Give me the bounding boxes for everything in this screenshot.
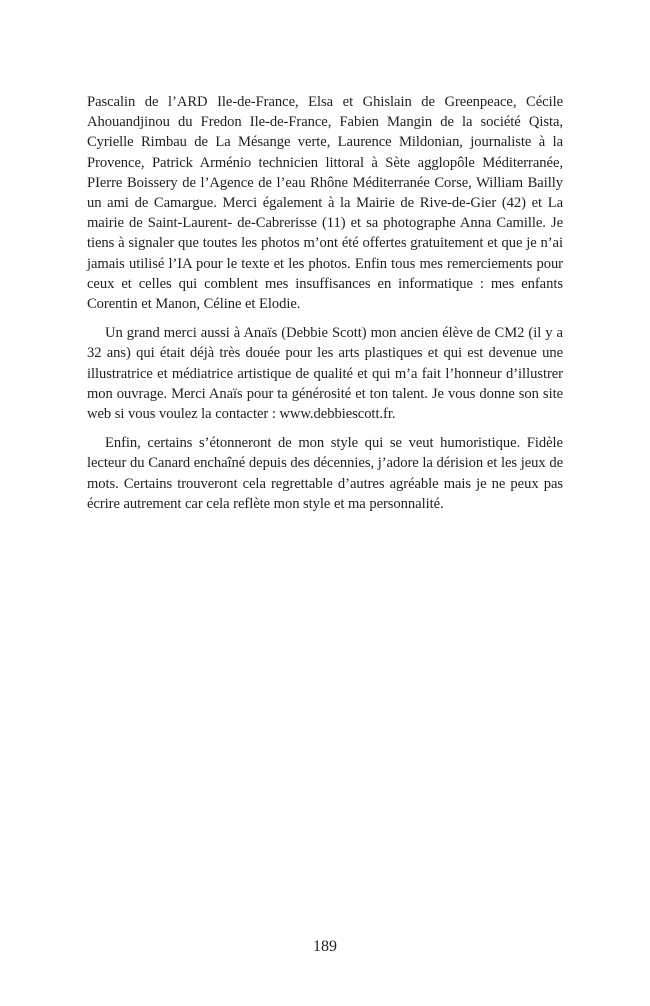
paragraph-acknowledgements: Pascalin de l’ARD Ile-de-France, Elsa et Ghislain de Greenpeace, Cécile Ahouandjinou du Fredon Ile-de-France, Fabien Mangin de la société Qista, Cyrielle Rimbau de La Mésange verte, Laurence Mildonian, journaliste à la Provence, Patrick Arménio technicien littoral à Sète agglopôle Méditerranée, PIerre Boissery de l’Agence de l’eau Rhône Méditerranée Corse, William Bailly un ami de Camargue. Merci également à la Mairie de Rive-de-Gier (42) et La mairie de Saint-Laurent- de-Cabrerisse (11) et sa photographe Anna Camille. Je tiens à signaler que toutes les photos m’ont été offertes gratuitement et que je n’ai jamais utilisé l’IA pour le texte et les photos. Enfin tous mes remerciements pour ceux et celles qui comblent mes insuffisances en informatique : mes enfants Corentin et Manon, Céline et Elodie. (87, 94, 563, 313)
page-number: 189 (313, 938, 337, 955)
page-body (87, 92, 563, 514)
paragraph-style-note: Enfin, certains s’étonneront de mon style qui se veut humoristique. Fidèle lecteur du Canard enchaîné depuis des décennies, j’adore la dérision et les jeux de mots. Certains trouveront cela regrettable d’autres agréable mais je ne peux pas écrire autrement car cela reflète mon style et ma personnalité. (87, 435, 563, 512)
paragraph-illustrator-thanks: Un grand merci aussi à Anaïs (Debbie Scott) mon ancien élève de CM2 (il y a 32 ans) qui était déjà très douée pour les arts plastiques et qui est devenue une illustratrice et médiatrice artistique de qualité et qui m’a fait l’honneur d’illustrer mon ouvrage. Merci Anaïs pour ta générosité et ton talent. Je vous donne son site web si vous voulez la contacter : www.debbiescott.fr. (87, 325, 563, 423)
